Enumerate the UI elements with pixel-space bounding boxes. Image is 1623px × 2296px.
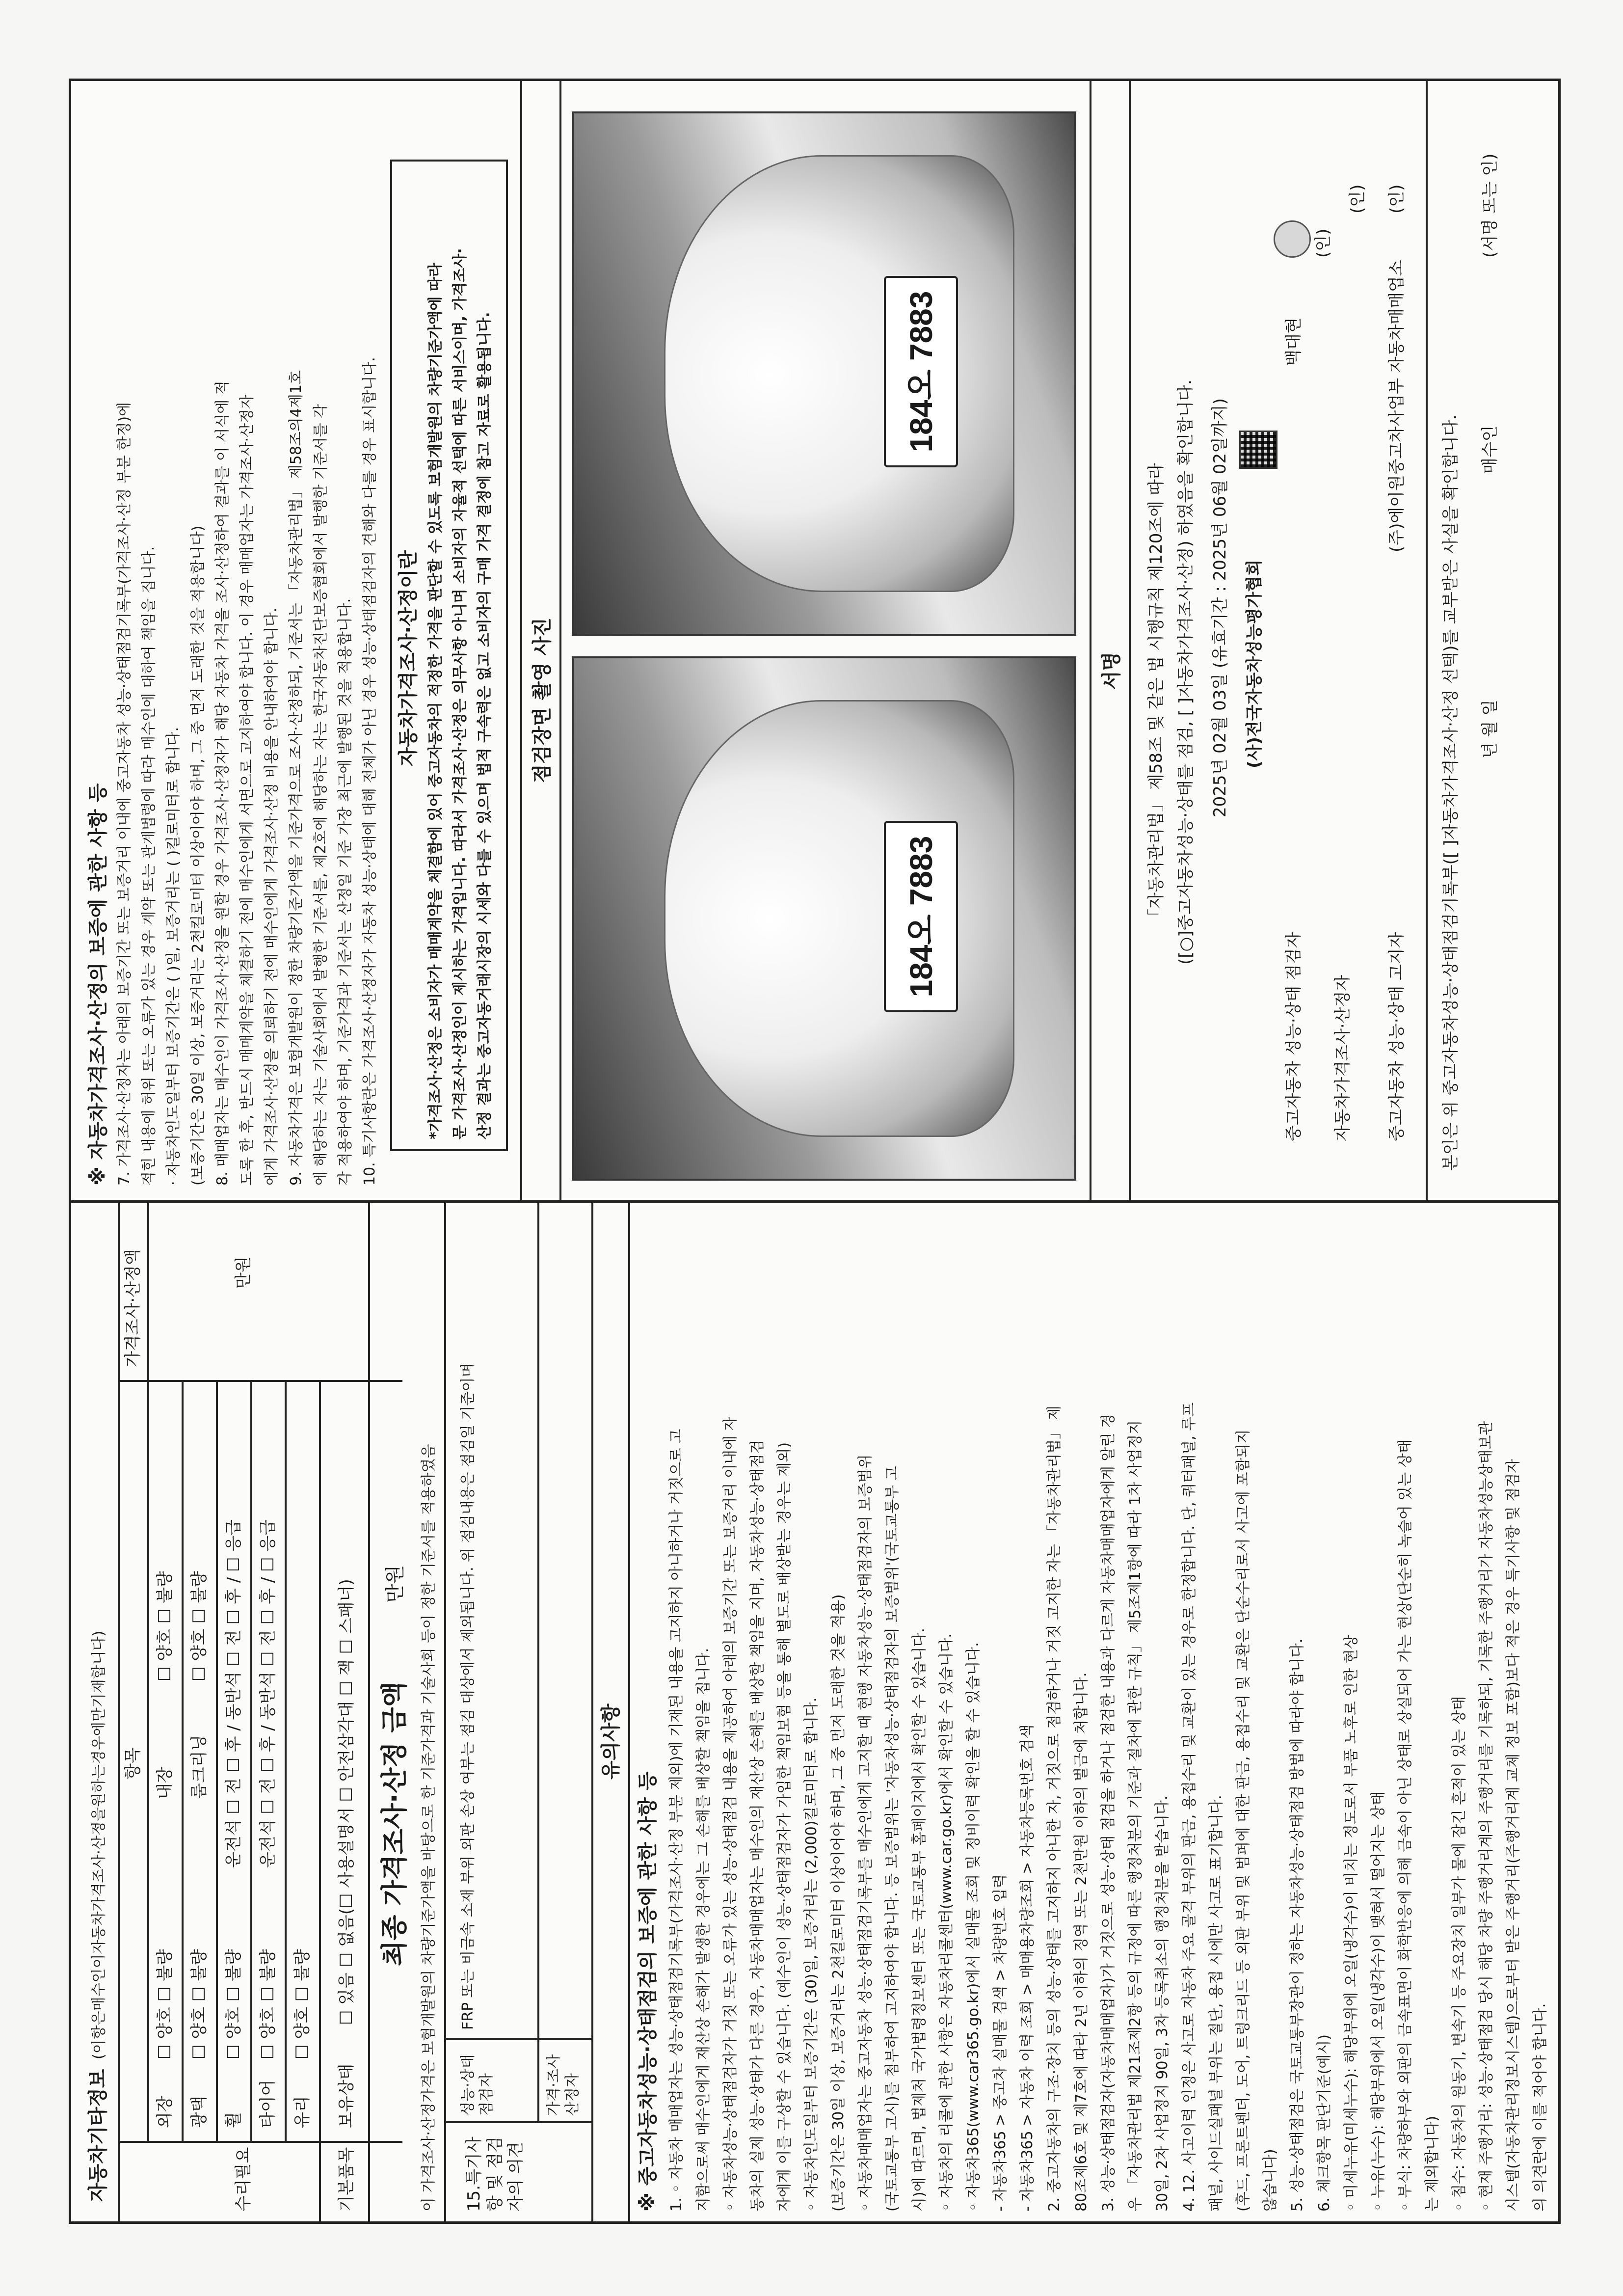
notice-line: ◦ 현재 주행거리: 성능·상태점검 당시 해당 차량 주행거리계의 주행거리를 기록하되, 기록한 주행거리가 자동차성능상태보관	[1478, 1421, 1495, 2212]
notice-line: 80조제6호 및 제7호에 따라 2년 이하의 징역 또는 2천만원 이하의 벌금에 처합니다.	[1073, 1672, 1090, 2212]
notice-line: 자에게 이를 구상할 수 있습니다. (예수인이 성능·상태점검자가 가입한 책임보험 등을 통해 별도로 배상받는 경우는 제외)	[776, 1442, 793, 2212]
warranty-line: 7. 가격조사·산정자는 아래의 보증기간 또는 보증거리 이내에 중고자동차 성능·상태점검기록부(가격조사·산정 부분 한정)에	[116, 402, 133, 1186]
notice-line: 4. 12. 사고이력 인정은 사고로 자동차 주요 골격 부위의 판금, 용접수리 및 교환이 있는 경우로 한정합니다. 단, 쿼터패널, 루프	[1181, 1402, 1198, 2212]
notice-line: ◦ 부식: 차량하부와 외판의 금속표면이 화학반응에 의해 금속이 아닌 상태로 상실되어 가는 현상(단순히 녹슬어 있는 상태	[1397, 1439, 1414, 2212]
appraisal-definition-line: 산정 결과는 중고자동거래시장의 시세와 다를 수 있으며 법적 구속력은 없고 소비자의 구매 가격 결정에 참고 자료로 활용됩니다.	[476, 312, 493, 1139]
notice-line: ◦ 자동차성능·상태점검자가 거짓 또는 오류가 있는 성능·상태점검 내용을 제공하여 아래의 보증기간 또는 보증거리 이내에 자	[722, 1416, 739, 2212]
warranty-line: 8. 매매업자는 매수인이 가격조사·산정을 원할 경우 가격조사·산정자가 해당 자동차 가격을 조사·산정하여 결과를 이 서식에 적	[214, 380, 231, 1186]
car-photo-rear	[572, 111, 1076, 636]
basic-state-label: 보유상태	[337, 2063, 356, 2128]
wheel-options[interactable]: ☐ 양호 ☐ 불량	[224, 1949, 243, 2059]
photo-section-title: 점검장면 촬영 사진	[531, 618, 554, 783]
notice-line: 시)에 따르며, 법제처 국가법령정보센터 또는 국토교통부 홈페이지에서 확인할 수 있습니다.	[911, 1628, 928, 2212]
notifier-name: (주)에이원중고차사업부 자동차매매업소	[1387, 260, 1407, 552]
notice-line: 는 제외합니다)	[1424, 2115, 1441, 2212]
appraisal-definition-line: *가격조사·산정은 소비자가 매매계약을 체결함에 있어 중고자동차의 적정한 가격을 판단할 수 있도록 보험개발원의 차량기준가액에 따라	[427, 263, 444, 1139]
notice-line: 지함으로써 매수인에게 재산상 손해가 발생한 경우에는 그 손해를 배상할 책임을 집니다.	[695, 1648, 712, 2212]
wheel-position-options[interactable]: 운전석 ☐ 전 ☐ 후 / 동반석 ☐ 전 ☐ 후 / ☐ 응급	[224, 1519, 243, 1868]
inspector-role: 중고자동차 성능·상태 점검자	[1284, 932, 1304, 1141]
notifier-seal: (인)	[1387, 184, 1407, 214]
receipt-date[interactable]: 년 월 일	[1480, 699, 1500, 758]
appraiser-seal: (인)	[1348, 184, 1367, 214]
inspector-label: 성능·상태 점검자	[459, 2054, 495, 2116]
notice-line: ◦ 미세누유(미세누수): 해당부위에 오일(냉각수)이 비치는 정도로서 부품 노후로 인한 현상	[1343, 1635, 1360, 2212]
notice-line: ◦ 자동차의 리콜에 관한 사항은 자동차리콜센터(www.car.go.kr)에서 확인할 수 있습니다.	[938, 1633, 955, 2212]
col-price-header: 가격조사·산정액	[123, 1249, 143, 1367]
notice-line: (국토교통부 고시)를 첨부하여 고지하여야 합니다. 등 보증범위는 '자동차성능·상태점검자의 보증범위'(국토교통부 고	[884, 1466, 901, 2212]
notice-line: (후드, 프론트펜더, 도어, 트렁크리드 등 외판 부위 및 범퍼에 대한 판금, 용접수리 및 교환은 단순수리로서 사고에 포함되지	[1235, 1429, 1252, 2212]
notice-line: 2. 중고자동차의 구조·장치 등의 성능·상태를 고지하지 아니한 자, 거짓으로 점검하거나 거짓 고지한 자는 「자동차관리법」 제	[1046, 1405, 1063, 2212]
notice-line: 동차의 실제 성능·상태가 다른 경우, 자동차매매업자는 매수인의 재산상 손해를 배상할 책임을 지며, 자동차성능·상태점검	[749, 1439, 766, 2212]
notice-line: ◦ 누유(누수): 해당부위에서 오일(냉각수)이 맺혀서 떨어지는 상태	[1370, 1791, 1387, 2212]
final-price-note: 이 가격조사·산정가격은 보험개발원의 차량기준가액을 바탕으로 한 기준가격과 기술사회 등이 정한 기준서를 적용하였음	[420, 1444, 437, 2212]
final-price-unit: 만원	[384, 1565, 406, 1603]
notifier-role: 중고자동차 성능·상태 고지자	[1387, 932, 1407, 1141]
warranty-line: 도록 한 후, 반드시 매매계약을 체결하기 전에 매수인에게 서면으로 고지하여야 합니다. 이 경우 매매업자는 가격조사·산정자	[239, 394, 256, 1186]
repair-needed-label: 수리필요	[234, 2147, 253, 2212]
appraisal-definition-title: 자동차가격조사·산정이란	[397, 550, 420, 766]
buyer-signature[interactable]: (서명 또는 인)	[1480, 153, 1500, 258]
notice-title: 유의사항	[600, 1703, 622, 1780]
notice-line: 시스템(자동차관리정보시스템)으로부터 받은 주행거리(주행거리계 교체 정보 포함)보다 적은 경우 특기사항 및 점검자	[1505, 1459, 1522, 2212]
inspection-date: 2025년 02월 03일 (유효기간 : 2025년 06월 02일까지)	[1210, 398, 1230, 817]
notice-line: 5. 성능·상태점검은 국토교통부장관이 정하는 자동차성능·상태점검 방법에 따라야 합니다.	[1289, 1638, 1306, 2212]
warranty-line: · 자동차인도일부터 보증기간은 ( )일, 보증거리는 ( )킬로미터로 합니다.	[165, 727, 182, 1186]
inspector-seal: (인)	[1313, 228, 1333, 258]
appraisal-definition-box	[390, 160, 508, 1151]
gloss-options[interactable]: ☐ 양호 ☐ 불량	[189, 1949, 209, 2059]
exterior-options[interactable]: ☐ 양호 ☐ 불량	[155, 1949, 175, 2059]
notice-heading: ※ 중고자동차성능·상태점검의 보증에 관한 사항 등	[637, 1771, 659, 2212]
appraisal-definition-line: 문 가격조사·산정인이 제시하는 가격입니다. 따라서 가격조사·산정은 의무사항 아니며 소비자의 자율적 선택에 따른 서비스이며, 가격조사·	[452, 248, 469, 1139]
notice-line: 패널, 사이드실패널 부위는 절단, 용접 시에만 사고로 표기합니다.	[1208, 1795, 1225, 2212]
notice-line: 우 「자동차관리법 제21조제2항 등의 규정에 따른 행정처분의 기준과 절차에 관한 규칙」 제5조제1항에 따라 1차 사업정지	[1127, 1420, 1144, 2212]
notice-line: ◦ 자동차매매업자는 중고자동차 성능·상태점검기록부를 매수인에게 고지할 때 현행 자동차성능·상태점검자의 보증범위	[857, 1454, 874, 2212]
notice-line: - 자동차365 > 중고차 실매물 검색 > 차량번호 입력	[992, 1874, 1009, 2212]
notice-line: 의 의견란에 이를 적어야 합니다.	[1532, 2003, 1549, 2212]
notice-line: 3. 성능·상태점검자(자동차매매업자)가 거짓으로 성능·상태 점검을 하거나 점검한 내용과 다르게 자동차매매업자에게 알린 경	[1100, 1414, 1117, 2212]
tire-position-options[interactable]: 운전석 ☐ 전 ☐ 후 / 동반석 ☐ 전 ☐ 후 / ☐ 응급	[258, 1519, 278, 1868]
warranty-heading: ※ 자동차가격조사·산정의 보증에 관한 사항 등	[87, 783, 109, 1186]
association-name: (사)전국자동차성능평가협회	[1245, 559, 1264, 768]
car-rear-shape	[664, 155, 1014, 592]
final-price-title: 최종 가격조사·산정 금액	[379, 1681, 410, 1966]
inspector-remarks: FRP 또는 비금속 소재 부위 외판 손상 여부는 점검 대상에서 제외됩니다. 위 점검내용은 점검일 기준이며	[459, 1363, 477, 2030]
room-cleaning-options[interactable]: ☐ 양호 ☐ 불량	[189, 1571, 209, 1681]
basic-items-label: 기본품목	[337, 2147, 356, 2212]
warranty-line: 에 해당하는 자는 기술사회에서 발행한 기준서를, 제2호에 해당하는 자는 한국자동차진단보증협회에서 발행한 기준서를 각	[312, 404, 329, 1186]
warranty-line: 에게 가격조사·산정을 의뢰하기 전에 매수인에게 가격조사·산정 비용을 안내하여야 합니다.	[263, 607, 280, 1186]
notice-line: 30일, 2차 사업정지 90일, 3차 등록취소의 행정처분을 받습니다.	[1154, 1795, 1171, 2212]
car-photo-front	[572, 656, 1076, 1181]
law-statement: 「자동차관리법」 제58조 및 같은 법 시행규칙 제120조에 따라	[1146, 463, 1166, 925]
inspector-name: 백대현	[1284, 317, 1304, 366]
appraiser-label: 가격·조사 산정자	[545, 2054, 581, 2116]
warranty-line: (보증기간은 30일 이상, 보증거리는 2천킬로미터 이상이어야 하며, 그 중 먼저 도래한 것을 적용합니다)	[189, 525, 207, 1186]
inspection-form-page	[69, 79, 1561, 2224]
car-front-shape	[664, 700, 1014, 1137]
col-items-header: 항목	[123, 1747, 143, 1780]
price-unit: 만원	[234, 1256, 253, 1289]
basic-items-options[interactable]: ☐ 있음 ☐ 없음(☐ 사용설명서 ☐ 안전삼각대 ☐ 잭 ☐ 스패너)	[337, 1579, 356, 2025]
other-info-subtitle: (이항은매수인이자동차가격조사·산정을원하는경우에만기재합니다)	[90, 1630, 107, 2059]
receipt-statement: 본인은 위 중고자동차성능·상태점검기록부([ ]자동차가격조사·산정 선택)를 교부받은 사실을 확인합니다.	[1441, 414, 1461, 1171]
notice-line: - 자동차365 > 자동차 이력 조회 > 매매용차량조회 > 자동차등록번호 검색	[1019, 1724, 1036, 2212]
notice-line: ◦ 침수: 자동차의 원동기, 변속기 등 주요장치 일부가 물에 잠긴 흔적이 있는 상태	[1451, 1696, 1468, 2212]
notice-line: (보증기간은 30일 이상, 보증거리는 2천킬로미터 이상이어야 하며, 그 중 먼저 도래한 것을 적용)	[830, 1594, 847, 2212]
notice-line: 1. ◦ 자동차 매매업자는 성능·상태점검기록부(가격조사·산정 부분 제외)에 기재된 내용을 고지하지 아니하거나 거짓으로 고	[668, 1429, 685, 2212]
buyer-label: 매수인	[1480, 425, 1500, 474]
glass-options[interactable]: ☐ 양호 ☐ 불량	[293, 1949, 312, 2059]
notice-line: 6. 체크항목 판단기준(예시)	[1316, 2034, 1333, 2212]
warranty-line: 9. 자동차가격은 보험개발원이 정한 차량기준가액을 기준가격으로 조사·산정하되, 기준서는 「자동차관리법」 제58조의4제1호	[288, 370, 305, 1186]
signature-title: 서명	[1100, 651, 1123, 690]
right-column	[71, 81, 1558, 1200]
warranty-line: 적힌 내용에 허위 또는 오류가 있는 경우 계약 또는 관계법령에 따라 매수인에 대하여 책임을 집니다.	[140, 546, 158, 1186]
notice-line: 않습니다)	[1262, 2149, 1279, 2212]
other-info-title: 자동차기타정보	[87, 2069, 109, 2202]
confirmation-statement: ([○]중고자동차성능·상태를 점검, [ ]자동차가격조사·산정) 하였음을 확인합니다.	[1176, 379, 1196, 965]
tire-options[interactable]: ☐ 양호 ☐ 불량	[258, 1949, 278, 2059]
inspector-stamp-icon	[1274, 220, 1311, 258]
license-plate: 184오 7883	[884, 821, 958, 1012]
appraiser-role: 자동차가격조사·산정자	[1333, 974, 1353, 1141]
special-notes-label: 15.특기사항 및 점검자의 의견	[464, 2136, 526, 2212]
qr-code-icon	[1239, 431, 1277, 469]
license-plate: 184오 7883	[884, 276, 958, 467]
interior-options[interactable]: ☐ 양호 ☐ 불량	[155, 1571, 175, 1681]
notice-line: ◦ 자동차인도일부터 보증기간은 (30)일, 보증거리는 (2,000)킬로미터로 합니다.	[803, 1697, 820, 2212]
warranty-line: 각 적용하여야 하며, 기준가격과 기준서는 산정일 기준 가장 최근에 발행된 것을 적용합니다.	[337, 598, 354, 1186]
left-column: 자동차기타정보 (이항은매수인이자동차가격조사·산정을원하는경우에만기재합니다) 항목 가격조사·산정액 수리필요 외장 ☐ 양호 ☐ 불량 내장 ☐ 양호 ☐ 불량 광택 ☐ 양호 ☐ 불량 룸크리닝 ☐ 양호 ☐ 불량 휠 ☐ 양호 ☐ 불량 운전석 ☐ 전 ☐ 후 / 동반석 ☐ 전 ☐ 후 / ☐ 응급 타이어 ☐ 양호 ☐ 불량 운전석 ☐ 전 ☐ 후 / 동반석 ☐ 전 ☐ 후 / ☐ 응급 유리 ☐ 양호 ☐ 불량 기본품목 보유상태 ☐ 있음 ☐ 없음(☐ 사용설명서 ☐ 안전삼각대 ☐ 잭 ☐ 스패너) 만원 최종 가격조사·산정 금액 만원 이 가격조사·산정가격은 보험개발원의 차량기준가액을 바탕으로 한 기준가격과 기술사회 등이 정한 기준서를 적용하였음 15.특기사항 및 점검자의 의견 성능·상태 점검자 FRP 또는 비금속 소재 부위 외판 손상 여부는 점검 대상에서 제외됩니다. 위 점검내용은 점검일 기준이며 가격·조사 산정자 유의사항 ※ 중고자동차성능·상태점검의 보증에 관한 사항 등 1. ◦ 자동차 매매업자는 성능·상태점검기록부(가격조사·산정 부분 제외)에 기재된 내용을 고지하지 아니하거나 거짓으로 고 지함으로써 매수인에게 재산상 손해가 발생한 경우에는 그 손해를 배상할 책임을 집니다. ◦ 자동차성능·상태점검자가 거짓 또는 오류가 있는 성능·상태점검 내용을 제공하여 아래의 보증기간 또는 보증거리 이내에 자 동차의 실제 성능·상태가 다른 경우, 자동차매매업자는 매수인의 재산상 손해를 배상할 책임을 지며, 자동차성능·상태점검 자에게 이를 구상할 수 있습니다. (예수인이 성능·상태점검자가 가입한 책임보험 등을 통해 별도로 배상받는 경우는 제외) ◦ 자동차인도일부터 보증기간은 (30)일, 보증거리는 (2,000)킬로미터로 합니다. (보증기간은 30일 이상, 보증거리는 2천킬로미터 이상이어야 하며, 그 중 먼저 도래한 것을 적용) ◦ 자동차매매업자는 중고자동차 성능·상태점검기록부를 매수인에게 고지할 때 현행 자동차성능·상태점검자의 보증범위 (국토교통부 고시)를 첨부하여 고지하여야 합니다. 등 보증범위는 '자동차성능·상태점검자의 보증범위'(국토교통부 고 시)에 따르며, 법제처 국가법령정보센터 또는 국토교통부 홈페이지에서 확인할 수 있습니다. ◦ 자동차의 리콜에 관한 사항은 자동차리콜센터(www.car.go.kr)에서 확인할 수 있습니다. ◦ 자동차365(www.car365.go.kr)에서 실매물 조회 및 정비이력 확인을 할 수 있습니다. - 자동차365 > 중고차 실매물 검색 > 차량번호 입력 - 자동차365 > 자동차 이력 조회 > 매매용차량조회 > 자동차등록번호 검색 2. 중고자동차의 구조·장치 등의 성능·상태를 고지하지 아니한 자, 거짓으로 점검하거나 거짓 고지한 자는 「자동차관리법」 제 80조제6호 및 제7호에 따라 2년 이하의 징역 또는 2천만원 이하의 벌금에 처합니다. 3. 성능·상태점검자(자동차매매업자)가 거짓으로 성능·상태 점검을 하거나 점검한 내용과 다르게 자동차매매업자에게 알린 경 우 「자동차관리법 제21조제2항 등의 규정에 따른 행정처분의 기준과 절차에 관한 규칙」 제5조제1항에 따라 1차 사업정지 30일, 2차 사업정지 90일, 3차 등록취소의 행정처분을 받습니다. 4. 12. 사고이력 인정은 사고로 자동차 주요 골격 부위의 판금, 용접수리 및 교환이 있는 경우로 한정합니다. 단, 쿼터패널, 루프 패널, 사이드실패널 부위는 절단, 용접 시에만 사고로 표기합니다. (후드, 프론트펜더, 도어, 트렁크리드 등 외판 부위 및 범퍼에 대한 판금, 용접수리 및 교환은 단순수리로서 사고에 포함되지 않습니다) 5. 성능·상태점검은 국토교통부장관이 정하는 자동차성능·상태점검 방법에 따라야 합니다. 6. 체크항목 판단기준(예시) ◦ 미세누유(미세누수): 해당부위에 오일(냉각수)이 비치는 정도로서 부품 노후로 인한 현상 ◦ 누유(누수): 해당부위에서 오일(냉각수)이 맺혀서 떨어지는 상태 ◦ 부식: 차량하부와 외판의 금속표면이 화학반응에 의해 금속이 아닌 상태로 상실되어 가는 현상(단순히 녹슬어 있는 상태 는 제외합니다) ◦ 침수: 자동차의 원동기, 변속기 등 주요장치 일부가 물에 잠긴 흔적이 있는 상태 ◦ 현재 주행거리: 성능·상태점검 당시 해당 차량 주행거리계의 주행거리를 기록하되, 기록한 주행거리가 자동차성능상태보관 시스템(자동차관리정보시스템)으로부터 받은 주행거리(주행거리계 교체 정보 포함)보다 적은 경우 특기사항 및 점검자 의 의견란에 이를 적어야 합니다.	[71, 1200, 1558, 2221]
warranty-line: 10. 특기사항란은 가격조사·산정자가 자동차 성능·상태에 대해 전체가 아닌 경우 성능·상태점검자의 견해와 다를 경우 표시합니다.	[361, 357, 378, 1186]
notice-line: ◦ 자동차365(www.car365.go.kr)에서 실매물 조회 및 정비이력 확인을 할 수 있습니다.	[965, 1642, 982, 2212]
